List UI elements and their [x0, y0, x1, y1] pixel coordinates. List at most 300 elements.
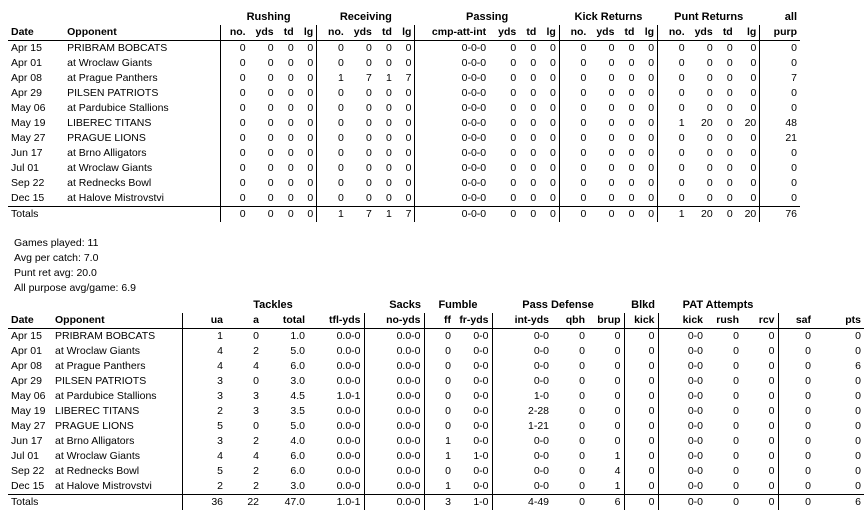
- opponent-cell: at Wroclaw Giants: [67, 57, 153, 69]
- stat-cell: 0: [778, 479, 814, 495]
- stat-cell: 0: [267, 117, 274, 129]
- stat-cell: 0.0-0: [336, 465, 361, 477]
- stat-cell: 20: [744, 117, 757, 129]
- stat-cell: 0: [386, 147, 392, 159]
- stat-cell: 0: [221, 161, 249, 176]
- column-header: Opponent: [52, 313, 182, 329]
- stat-cell: 0: [307, 42, 314, 54]
- stat-cell: 1.0-1: [336, 390, 361, 402]
- column-header: pts: [814, 313, 864, 329]
- stat-cell: 0-0: [658, 434, 706, 449]
- stat-cell: 0.0-0: [336, 375, 361, 387]
- stat-cell: 0: [549, 72, 556, 84]
- group-header-pat-attempts: PAT Attempts: [682, 299, 754, 311]
- stat-cell: 0-0-0: [415, 207, 489, 223]
- stat-cell: 0: [549, 147, 556, 159]
- stat-cell: 0-0: [492, 329, 552, 345]
- opponent-cell: at Pardubice Stallions: [67, 102, 169, 114]
- stat-cell: 0: [726, 132, 733, 144]
- stat-cell: 0: [614, 360, 621, 372]
- table-row: [8, 419, 864, 434]
- stat-cell: 0: [287, 147, 294, 159]
- stat-cell: 0: [750, 102, 757, 114]
- date-cell: Apr 15: [11, 42, 42, 54]
- stat-cell: 0: [733, 405, 740, 417]
- stat-cell: 0: [658, 101, 688, 116]
- stat-cell: 0: [760, 41, 800, 57]
- stat-cell: 0: [733, 390, 740, 402]
- stat-cell: 0: [267, 192, 274, 204]
- stat-cell: 0: [579, 450, 585, 462]
- opponent-cell: at Brno Alligators: [67, 147, 147, 159]
- stat-cell: 0: [559, 101, 589, 116]
- stat-cell: 1-21: [492, 419, 552, 434]
- stat-cell: 0: [658, 41, 688, 57]
- stat-cell: 0-0: [658, 389, 706, 404]
- stat-cell: 0: [539, 207, 559, 223]
- stat-cell: 0.0-0: [364, 449, 424, 464]
- stat-cell: 0: [778, 389, 814, 404]
- totals-row: [8, 207, 800, 223]
- table-row: [8, 86, 800, 101]
- stat-cell: 1-0: [473, 450, 489, 462]
- stat-cell: 0: [530, 177, 537, 189]
- stat-cell: 0: [510, 102, 517, 114]
- stat-cell: 0.0-0: [336, 360, 361, 372]
- offense-stats-table: [8, 10, 800, 222]
- stat-cell: 0: [614, 375, 621, 387]
- stat-cell: 0-0: [473, 330, 489, 342]
- date-cell: Apr 01: [11, 345, 42, 357]
- stat-cell: 0: [733, 465, 740, 477]
- stat-cell: 0: [624, 359, 658, 374]
- date-cell: May 27: [11, 420, 46, 432]
- stat-cell: 0: [760, 101, 800, 116]
- stat-cell: 0: [287, 177, 294, 189]
- stat-cell: 0: [768, 345, 775, 357]
- stat-cell: 0: [778, 464, 814, 479]
- date-cell: May 06: [11, 102, 46, 114]
- opponent-cell: LIBEREC TITANS: [55, 405, 140, 417]
- stat-cell: 0: [706, 87, 713, 99]
- stat-cell: 0-0: [658, 479, 706, 495]
- stat-cell: 0: [287, 72, 294, 84]
- stat-cell: 6.0: [290, 450, 305, 462]
- stat-cell: 0-0: [492, 434, 552, 449]
- stat-cell: 0: [366, 57, 372, 69]
- group-header-all: all: [784, 11, 797, 23]
- column-header: total: [262, 313, 308, 329]
- stat-cell: 0: [628, 117, 635, 129]
- stat-cell: 48: [760, 116, 800, 131]
- stat-cell: 0: [658, 161, 688, 176]
- stat-cell: 0: [855, 405, 862, 417]
- stat-cell: 0-0: [492, 344, 552, 359]
- stat-cell: 0-0-0: [415, 86, 489, 101]
- stat-cell: 0: [658, 146, 688, 161]
- column-header: ua: [182, 313, 226, 329]
- stat-cell: 0: [510, 132, 517, 144]
- stat-cell: 0: [855, 450, 862, 462]
- stat-cell: 2: [182, 404, 226, 419]
- stat-cell: 1: [182, 329, 226, 345]
- stat-cell: 0.0-0: [336, 435, 361, 447]
- stat-cell: 0: [726, 72, 733, 84]
- stat-cell: 0: [510, 117, 517, 129]
- stat-cell: 0: [559, 86, 589, 101]
- stat-cell: 0.0-0: [364, 404, 424, 419]
- table-row: [8, 41, 800, 57]
- avg-per-catch: Avg per catch: 7.0: [14, 252, 99, 264]
- stat-cell: 7: [760, 71, 800, 86]
- stat-cell: 0: [579, 330, 585, 342]
- stat-cell: 0: [579, 360, 585, 372]
- stat-cell: 0: [221, 41, 249, 57]
- column-header: lg: [297, 25, 317, 41]
- stat-cell: 0: [778, 495, 814, 511]
- opponent-cell: PRAGUE LIONS: [67, 132, 146, 144]
- stat-cell: 1: [386, 72, 392, 84]
- stat-cell: 1-0: [454, 495, 492, 511]
- opponent-cell: at Pardubice Stallions: [55, 390, 157, 402]
- stat-cell: 2: [253, 465, 259, 477]
- stat-cell: 0: [624, 389, 658, 404]
- stat-cell: 0: [658, 86, 688, 101]
- stat-cell: 0: [510, 42, 517, 54]
- stat-cell: 0-0-0: [415, 131, 489, 146]
- opponent-cell: PRIBRAM BOBCATS: [55, 330, 156, 342]
- column-header: ff: [424, 313, 454, 329]
- stat-cell: 5: [182, 419, 226, 434]
- table-row: [8, 191, 800, 207]
- stat-cell: 0: [579, 390, 585, 402]
- stat-cell: 2: [253, 345, 259, 357]
- stat-cell: 0: [726, 147, 733, 159]
- stat-cell: 1: [317, 207, 347, 223]
- stat-cell: 0: [549, 162, 556, 174]
- column-header: brup: [588, 313, 624, 329]
- stat-cell: 0: [855, 420, 862, 432]
- stat-cell: 0: [366, 132, 372, 144]
- stat-cell: 0: [760, 176, 800, 191]
- table-row: [8, 404, 864, 419]
- stat-cell: 0: [424, 404, 454, 419]
- stat-cell: 0: [386, 87, 392, 99]
- stat-cell: 7: [366, 72, 372, 84]
- column-header: rcv: [742, 313, 778, 329]
- stat-cell: 0-0: [658, 374, 706, 389]
- stat-cell: 0-0: [658, 344, 706, 359]
- stat-cell: 0-0-0: [415, 41, 489, 57]
- stat-cell: 0: [706, 57, 713, 69]
- stat-cell: 0: [317, 146, 347, 161]
- all-purpose-average: All purpose avg/game: 6.9: [14, 282, 136, 294]
- column-header: tfl-yds: [308, 313, 364, 329]
- stat-cell: 0-0: [492, 479, 552, 495]
- stat-cell: 0: [549, 42, 556, 54]
- stat-cell: 0: [267, 72, 274, 84]
- table-row: [8, 434, 864, 449]
- opponent-cell: at Rednecks Bowl: [55, 465, 140, 477]
- column-header: lg: [539, 25, 559, 41]
- group-header-tackles: Tackles: [253, 299, 293, 311]
- column-header: kick: [658, 313, 706, 329]
- column-header: yds: [589, 25, 617, 41]
- group-header-receiving: Receiving: [339, 11, 392, 23]
- stat-cell: 0: [750, 162, 757, 174]
- stat-cell: 0: [530, 162, 537, 174]
- stat-cell: 0: [307, 72, 314, 84]
- stat-cell: 0: [658, 56, 688, 71]
- stat-cell: 0-0: [658, 404, 706, 419]
- date-cell: Jun 17: [11, 147, 43, 159]
- stat-cell: 0: [366, 147, 372, 159]
- stat-cell: 0: [768, 420, 775, 432]
- stat-cell: 0: [706, 495, 742, 511]
- stat-cell: 0: [726, 102, 733, 114]
- stat-cell: 4.0: [290, 435, 305, 447]
- stat-cell: 0: [405, 87, 412, 99]
- stat-cell: 0: [549, 102, 556, 114]
- stat-cell: 0: [628, 147, 635, 159]
- column-header: Date: [8, 313, 52, 329]
- stat-cell: 0: [726, 87, 733, 99]
- stat-cell: 0: [628, 87, 635, 99]
- stat-cell: 0: [733, 360, 740, 372]
- stat-cell: 0: [624, 344, 658, 359]
- stat-cell: 0.0-0: [364, 434, 424, 449]
- stat-cell: 0: [559, 116, 589, 131]
- column-header: yds: [489, 25, 519, 41]
- stat-cell: 0: [648, 102, 655, 114]
- opponent-cell: at Wroclaw Giants: [55, 345, 140, 357]
- stat-cell: 0: [628, 177, 635, 189]
- stat-cell: 0: [614, 330, 621, 342]
- stat-cell: 0: [424, 329, 454, 345]
- stat-cell: 0: [579, 375, 585, 387]
- stat-cell: 0-0-0: [415, 191, 489, 207]
- stat-cell: 0-0-0: [415, 101, 489, 116]
- stat-cell: 0: [307, 117, 314, 129]
- stat-cell: 0: [614, 390, 621, 402]
- stat-cell: 4: [253, 450, 259, 462]
- stat-cell: 6: [855, 360, 862, 372]
- stat-cell: 0: [768, 435, 775, 447]
- stat-cell: 0: [750, 72, 757, 84]
- stat-cell: 0-0: [473, 375, 489, 387]
- date-cell: Sep 22: [11, 465, 45, 477]
- opponent-cell: at Wroclaw Giants: [55, 450, 140, 462]
- stat-cell: 6.0: [290, 360, 305, 372]
- column-header: purp: [760, 25, 800, 41]
- stat-cell: 0: [778, 344, 814, 359]
- stat-cell: 0: [424, 464, 454, 479]
- stat-cell: 0: [778, 449, 814, 464]
- stat-cell: 0: [608, 102, 615, 114]
- stat-cell: 0: [317, 41, 347, 57]
- stat-cell: 0: [579, 480, 585, 492]
- stat-cell: 0: [405, 177, 412, 189]
- stat-cell: 5.0: [290, 345, 305, 357]
- column-header: yds: [347, 25, 375, 41]
- stat-cell: 0: [608, 42, 615, 54]
- stat-cell: 0: [706, 42, 713, 54]
- stat-cell: 0: [530, 132, 537, 144]
- stat-cell: 0: [267, 57, 274, 69]
- stat-cell: 0: [778, 359, 814, 374]
- stat-cell: 3.5: [290, 405, 305, 417]
- stat-cell: 0: [768, 465, 775, 477]
- opponent-cell: at Prague Panthers: [55, 360, 146, 372]
- stat-cell: 0.0-0: [364, 495, 424, 511]
- stat-cell: 0: [628, 162, 635, 174]
- stat-cell: 0: [267, 87, 274, 99]
- stat-cell: 0-0-0: [415, 161, 489, 176]
- stat-cell: 0: [559, 161, 589, 176]
- stat-cell: 0: [386, 162, 392, 174]
- stat-cell: 0: [726, 162, 733, 174]
- stat-cell: 0: [424, 344, 454, 359]
- stat-cell: 0: [716, 207, 736, 223]
- stat-cell: 0: [530, 102, 537, 114]
- stat-cell: 0: [648, 42, 655, 54]
- stat-cell: 0: [760, 191, 800, 207]
- stat-cell: 0: [579, 345, 585, 357]
- stat-cell: 0: [221, 131, 249, 146]
- stat-cell: 0-0: [492, 464, 552, 479]
- stat-cell: 20: [688, 207, 716, 223]
- stat-cell: 0: [624, 404, 658, 419]
- stat-cell: 0: [510, 162, 517, 174]
- stat-cell: 0-0-0: [415, 71, 489, 86]
- stat-cell: 0: [648, 117, 655, 129]
- stat-cell: 0: [253, 330, 259, 342]
- stat-cell: 3: [182, 434, 226, 449]
- stat-cell: 0: [624, 495, 658, 511]
- stat-cell: 0: [530, 87, 537, 99]
- stat-cell: 0: [267, 147, 274, 159]
- stat-cell: 0: [317, 131, 347, 146]
- table-row: [8, 329, 864, 345]
- stat-cell: 0: [624, 449, 658, 464]
- date-cell: Apr 29: [11, 375, 42, 387]
- stat-cell: 1: [317, 71, 347, 86]
- stat-cell: 0: [760, 86, 800, 101]
- stat-cell: 6: [588, 495, 624, 511]
- table-row: [8, 464, 864, 479]
- stat-cell: 0: [648, 192, 655, 204]
- stat-cell: 0: [648, 177, 655, 189]
- stat-cell: 0-0: [658, 329, 706, 345]
- stat-cell: 20: [736, 207, 760, 223]
- stat-cell: 4.5: [290, 390, 305, 402]
- stat-cell: 6: [814, 495, 864, 511]
- stat-cell: 0: [267, 42, 274, 54]
- stat-cell: 0: [608, 87, 615, 99]
- totals-row: [8, 495, 864, 511]
- stat-cell: 0: [221, 116, 249, 131]
- stat-cell: 0: [549, 87, 556, 99]
- season-summary: [14, 236, 136, 296]
- stat-cell: 0: [726, 57, 733, 69]
- column-header: lg: [637, 25, 657, 41]
- stat-cell: 0: [559, 176, 589, 191]
- column-header: a: [226, 313, 262, 329]
- stat-cell: 0.0-0: [364, 329, 424, 345]
- stat-cell: 0: [768, 480, 775, 492]
- opponent-cell: at Prague Panthers: [67, 72, 158, 84]
- opponent-cell: PILSEN PATRIOTS: [55, 375, 147, 387]
- stat-cell: 0: [317, 56, 347, 71]
- group-header-passing: Passing: [466, 11, 509, 23]
- opponent-cell: LIBEREC TITANS: [67, 117, 152, 129]
- stat-cell: 4: [253, 360, 259, 372]
- stat-cell: 0: [778, 329, 814, 345]
- punt-return-average: Punt ret avg: 20.0: [14, 267, 97, 279]
- stat-cell: 0: [559, 41, 589, 57]
- stat-cell: 0: [733, 420, 740, 432]
- stat-cell: 0: [221, 86, 249, 101]
- stat-cell: 0: [760, 161, 800, 176]
- stat-cell: 0: [628, 102, 635, 114]
- stat-cell: 0-0-0: [415, 176, 489, 191]
- table-row: [8, 56, 800, 71]
- stat-cell: 0: [608, 162, 615, 174]
- opponent-cell: at Wroclaw Giants: [67, 162, 153, 174]
- stat-cell: 0-0: [492, 449, 552, 464]
- stat-cell: 0: [750, 57, 757, 69]
- stat-cell: 1: [424, 434, 454, 449]
- stat-cell: 47.0: [262, 495, 308, 511]
- stat-cell: 0: [277, 207, 297, 223]
- stat-cell: 0: [549, 117, 556, 129]
- stat-cell: 0: [648, 147, 655, 159]
- group-header-fumble: Fumble: [438, 299, 478, 311]
- stat-cell: 22: [226, 495, 262, 511]
- stat-cell: 0: [424, 374, 454, 389]
- stat-cell: 76: [760, 207, 800, 223]
- stat-cell: 0: [614, 435, 621, 447]
- stat-cell: 20: [701, 117, 713, 129]
- stat-cell: 0: [658, 71, 688, 86]
- stat-cell: 0: [405, 57, 412, 69]
- stat-cell: 0.0-0: [336, 345, 361, 357]
- stat-cell: 0: [608, 177, 615, 189]
- opponent-cell: PRIBRAM BOBCATS: [67, 42, 168, 54]
- stat-cell: 2: [253, 480, 259, 492]
- stat-cell: 0: [221, 176, 249, 191]
- stat-cell: 0: [608, 72, 615, 84]
- stat-cell: 0.0-0: [364, 464, 424, 479]
- stat-cell: 0: [366, 192, 372, 204]
- stat-cell: 4: [614, 465, 621, 477]
- table-row: [8, 101, 800, 116]
- stat-cell: 0: [317, 101, 347, 116]
- stat-cell: 0: [855, 345, 862, 357]
- stat-cell: 0.0-0: [364, 359, 424, 374]
- stat-cell: 0: [778, 434, 814, 449]
- stat-cell: 0.0-0: [364, 479, 424, 495]
- stat-cell: 0: [317, 176, 347, 191]
- stat-cell: 0: [614, 420, 621, 432]
- stat-cell: 0: [366, 87, 372, 99]
- stat-cell: 0: [510, 192, 517, 204]
- stat-cell: 0: [608, 57, 615, 69]
- stat-cell: 0: [726, 192, 733, 204]
- stat-cell: 0: [366, 177, 372, 189]
- stat-cell: 0: [221, 146, 249, 161]
- opponent-cell: at Rednecks Bowl: [67, 177, 152, 189]
